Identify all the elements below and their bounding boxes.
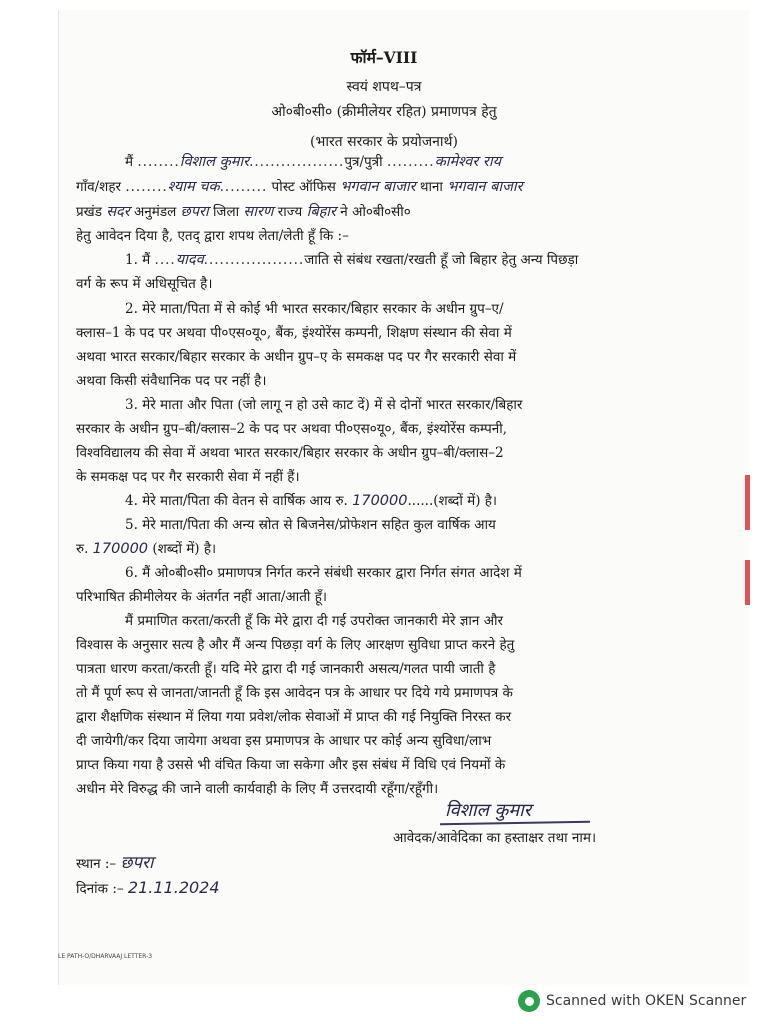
salary-income-handwritten: 170000: [352, 493, 408, 509]
putra-label: पुत्र/पुत्री: [344, 154, 383, 170]
intro-me-text: मैं: [125, 154, 134, 170]
oken-scanner-logo-icon: [518, 990, 540, 1012]
father-name-handwritten: कामेश्वर राय: [434, 154, 501, 170]
para-1-text: जाति से संबंध रखता/रखती हूँ जो बिहार हेतु अन्य पिछड़ा: [304, 252, 579, 268]
para-2-line-3: अथवा भारत सरकार/बिहार सरकार के अधीन ग्रुप–ए के समकक्ष पद पर गैर सरकारी सेवा में: [76, 349, 517, 365]
district-label: जिला: [212, 204, 240, 220]
para-4-suffix: ......(शब्दों में) है।: [407, 493, 498, 509]
para-3-line-3: विश्वविद्यालय की सेवा में अथवा भारत सरकार/बिहार सरकार के अधीन ग्रुप–बी/क्लास–2: [76, 445, 504, 461]
intro-line-3: [76, 202, 411, 222]
para-5-line-2: [76, 539, 216, 559]
place-label: स्थान :–: [76, 856, 117, 872]
para-3-line-1: 3. मेरे माता और पिता (जो लागू न हो उसे काट दें) में से दोनों भारत सरकार/बिहार: [125, 397, 523, 413]
post-office-handwritten: भगवान बाजार: [340, 179, 416, 195]
signature-caption: आवेदक/आवेदिका का हस्ताक्षर तथा नाम।: [393, 830, 597, 846]
intro-line-1: [125, 152, 501, 172]
form-title: फॉर्म–VIII: [350, 48, 418, 67]
dots: ..................: [249, 154, 345, 170]
place-line: [76, 853, 153, 874]
para-4-line-1: [125, 491, 497, 511]
place-handwritten: छपरा: [120, 853, 154, 873]
heading-line-1: स्वयं शपथ–पत्र: [346, 79, 422, 95]
dots: ........: [125, 179, 168, 195]
declaration-line-6: दी जायेगी/कर दिया जायेगा अथवा इस प्रमाणपत्र के आधार पर कोई अन्य सुविधा/लाभ: [76, 733, 492, 749]
para-5-line-1: 5. मेरे माता/पिता की अन्य स्रोत से बिजनेस/प्रोफेशन सहित कुल वार्षिक आय: [125, 517, 496, 533]
dots: .........: [386, 154, 435, 170]
scanner-watermark-text: Scanned with OKEN Scanner: [546, 993, 747, 1009]
para-6-line-2: परिभाषित क्रीमीलेयर के अंतर्गत नहीं आता/आती हूँ।: [76, 589, 327, 605]
district-handwritten: सारण: [243, 204, 274, 220]
para-3-line-4: के समकक्ष पद पर गैर सरकारी सेवा में नहीं हैं।: [76, 469, 300, 485]
date-label: दिनांक :–: [76, 881, 124, 897]
heading-line-3: (भारत सरकार के प्रयोजनार्थ): [310, 134, 458, 150]
para-6-line-1: 6. मैं ओ०बी०सी० प्रमाणपत्र निर्गत करने संबंधी सरकार द्वारा निर्गत संगत आदेश में: [125, 565, 522, 581]
date-line: [76, 878, 220, 899]
declaration-line-5: द्वारा शैक्षणिक संस्थान में लिया गया प्रवेश/लोक सेवाओं में प्राप्त की गई नियुक्ति निरस्त कर: [76, 709, 512, 725]
declaration-line-8: अधीन मेरे विरुद्ध की जाने वाली कार्यवाही के लिए मैं उत्तरदायी रहूँगा/रहूँगी।: [76, 781, 439, 797]
declaration-line-1: मैं प्रमाणित करता/करती हूँ कि मेरे द्वारा दी गई उपरोक्त जानकारी मेरे ज्ञान और: [125, 613, 504, 629]
para-5-suffix: (शब्दों में) है।: [152, 541, 217, 557]
village-label: गाँव/शहर: [76, 179, 122, 195]
applicant-name-handwritten: विशाल कुमार: [179, 154, 250, 170]
para-1-prefix: 1. मैं: [125, 252, 151, 268]
intro-line-4: हेतु आवेदन दिया है, एतद् द्वारा शपथ लेता/लेती हूँ कि :–: [76, 228, 349, 244]
dots: ....: [154, 252, 176, 268]
village-handwritten: श्याम चक: [167, 179, 220, 195]
red-edge-mark: [745, 560, 750, 605]
declaration-line-4: तो मैं पूर्ण रूप से जानता/जानती हूँ कि इस आवेदन पत्र के आधार पर दिये गये प्रमाणपत्र के: [76, 685, 513, 701]
post-office-label: पोस्ट ऑफिस: [271, 179, 336, 195]
declaration-line-3: पात्रता धारण करता/करती हूँ। यदि मेरे द्वारा दी गई जानकारी असत्य/गलत पायी जाती है: [76, 661, 496, 677]
caste-handwritten: यादव: [175, 252, 204, 268]
para-2-line-1: 2. मेरे माता/पिता में से कोई भी भारत सरकार/बिहार सरकार के अधीन ग्रुप–ए/: [125, 301, 504, 317]
state-handwritten: बिहार: [306, 204, 336, 220]
dots: ........: [137, 154, 180, 170]
dots: .........: [219, 179, 268, 195]
para-4-prefix: 4. मेरे माता/पिता की वेतन से वार्षिक आय रु.: [125, 493, 348, 509]
dots: ...................: [203, 252, 305, 268]
thana-label: थाना: [419, 179, 443, 195]
thana-handwritten: भगवान बाजार: [447, 179, 523, 195]
date-handwritten: 21.11.2024: [127, 878, 220, 897]
para-2-line-2: क्लास–1 के पद पर अथवा पी०एस०यू०, बैंक, इंश्योरेंस कम्पनी, शिक्षण संस्थान की सेवा में: [76, 325, 512, 341]
block-label: प्रखंड: [76, 204, 102, 220]
form-footer-code: LE PATH-O/DHARVAAJ LETTER-3: [58, 953, 153, 960]
applicant-signature: विशाल कुमार: [445, 800, 532, 821]
scanner-watermark: [518, 990, 746, 1012]
para-1-line-2: वर्ग के रूप में अधिसूचित है।: [76, 276, 213, 292]
para-3-line-2: सरकार के अधीन ग्रुप–बी/क्लास–2 के पद पर अथवा पी०एस०यू०, बैंक, इंश्योरेंस कम्पनी,: [76, 421, 508, 437]
para-5-prefix: रु.: [76, 541, 89, 557]
subdivision-label: अनुमंडल: [133, 204, 177, 220]
obc-tail-text: ने ओ०बी०सी०: [340, 204, 411, 220]
total-income-handwritten: 170000: [92, 541, 149, 557]
block-handwritten: सदर: [106, 204, 130, 220]
para-1-line-1: [125, 250, 578, 270]
subdivision-handwritten: छपरा: [180, 204, 209, 220]
state-label: राज्य: [277, 204, 303, 220]
intro-line-2: [76, 177, 523, 197]
declaration-line-2: विश्वास के अनुसार सत्य है और मैं अन्य पिछड़ा वर्ग के लिए आरक्षण सुविधा प्राप्त करने हेतु: [76, 637, 515, 653]
red-edge-mark: [745, 475, 750, 530]
declaration-line-7: प्राप्त किया गया है उससे भी वंचित किया जा सकेगा और इस संबंध में विधि एवं नियमों के: [76, 757, 506, 773]
para-2-line-4: अथवा किसी संवैधानिक पद पर नहीं है।: [76, 373, 267, 389]
heading-line-2: ओ०बी०सी० (क्रीमीलेयर रहित) प्रमाणपत्र हेतु: [271, 104, 497, 120]
